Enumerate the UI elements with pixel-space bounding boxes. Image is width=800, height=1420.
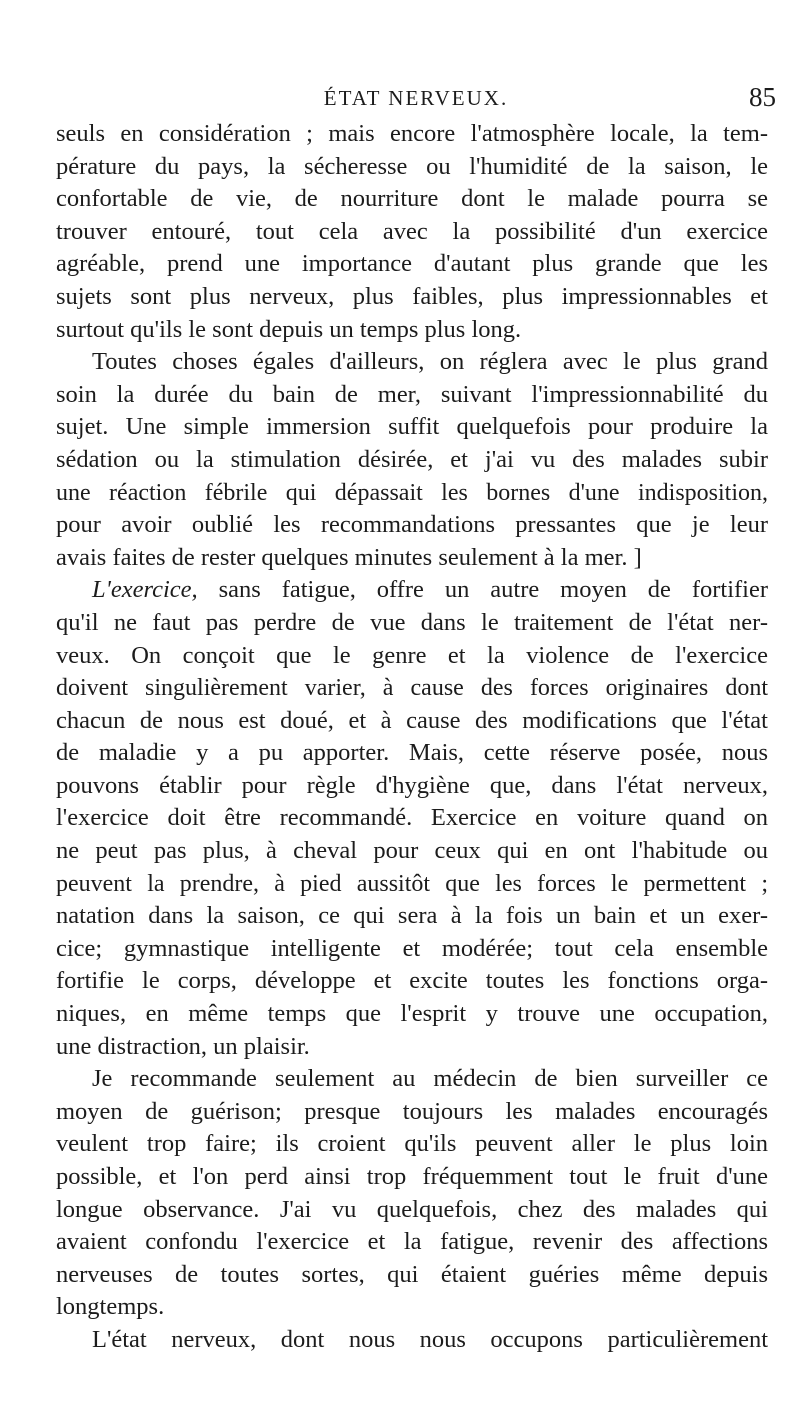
text-line: peuvent la prendre, à pied aussitôt que les forces le permettent ; (56, 870, 768, 897)
paragraph-start: Toutes choses égales d'ailleurs, on réglera avec le plus grand (92, 348, 768, 376)
page-header (56, 82, 776, 112)
text-line: longue observance. J'ai vu quelquefois, chez des malades qui (56, 1195, 768, 1223)
text-line: de maladie y a pu apporter. Mais, cette réserve posée, nous (56, 739, 768, 767)
text-line: niques, en même temps que l'esprit y trouve une occupation, (56, 1000, 768, 1028)
text-line: agréable, prend une importance d'autant plus grande que les (56, 250, 768, 278)
text-line: une distraction, un plaisir. (56, 1032, 310, 1060)
text-line: chacun de nous est doué, et à cause des modifications que l'état (56, 706, 768, 734)
text-line: sujet. Une simple immersion suffit quelquefois pour produire la (56, 413, 768, 441)
text-line: possible, et l'on perd ainsi trop fréquemment tout le fruit d'une (56, 1163, 768, 1190)
text-line: veulent trop faire; ils croient qu'ils peuvent aller le plus loin (56, 1130, 768, 1158)
text-line: pouvons établir pour règle d'hygiène que, dans l'état nerveux, (56, 771, 768, 799)
text-line: qu'il ne faut pas perdre de vue dans le traitement de l'état ner- (56, 608, 768, 636)
text-line: trouver entouré, tout cela avec la possibilité d'un exercice (56, 217, 768, 245)
running-head: ÉTAT NERVEUX. (323, 86, 509, 110)
body-text (56, 118, 768, 1357)
text-line: cice; gymnastique intelligente et modérée; tout cela ensemble (56, 934, 768, 962)
paragraph-start (56, 574, 768, 607)
text-line: natation dans la saison, ce qui sera à la fois un bain et un exer- (56, 902, 768, 930)
text-line: surtout qu'ils le sont depuis un temps plus long. (56, 315, 522, 343)
text-line: fortifie le corps, développe et excite toutes les fonctions orga- (56, 967, 768, 995)
text-line-rest: sans fatigue, offre un autre moyen de fortifier (218, 576, 768, 604)
text-line: pérature du pays, la sécheresse ou l'humidité de la saison, le (56, 152, 768, 180)
text-line: soin la durée du bain de mer, suivant l'impressionnabilité du (56, 380, 768, 408)
page-number: 85 (749, 82, 776, 112)
italic-term: L'exercice, (92, 576, 198, 604)
text-line: longtemps. (56, 1293, 165, 1321)
paragraph-start: Je recommande seulement au médecin de bien surveiller ce (92, 1065, 768, 1093)
text-line: l'exercice doit être recommandé. Exercice en voiture quand on (56, 804, 768, 832)
text-line: pour avoir oublié les recommandations pressantes que je leur (56, 511, 768, 539)
text-line: nerveuses de toutes sortes, qui étaient guéries même depuis (56, 1260, 768, 1288)
text-line: veux. On conçoit que le genre et la violence de l'exercice (56, 641, 768, 669)
text-line: avaient confondu l'exercice et la fatigue, revenir des affections (56, 1228, 768, 1256)
text-line: une réaction fébrile qui dépassait les bornes d'une indisposition, (56, 479, 768, 506)
paragraph-start: L'état nerveux, dont nous nous occupons particulièrement (92, 1325, 768, 1353)
text-line: avais faites de rester quelques minutes seulement à la mer. ] (56, 543, 642, 571)
text-line: seuls en considération ; mais encore l'atmosphère locale, la tem- (56, 120, 768, 147)
text-line: doivent singulièrement varier, à cause des forces originaires dont (56, 675, 768, 702)
text-line: sédation ou la stimulation désirée, et j'ai vu des malades subir (56, 445, 768, 473)
text-line: confortable de vie, de nourriture dont le malade pourra se (56, 185, 768, 213)
text-line: moyen de guérison; presque toujours les malades encouragés (56, 1097, 768, 1125)
text-line: sujets sont plus nerveux, plus faibles, plus impressionnables et (56, 282, 768, 310)
text-line: ne peut pas plus, à cheval pour ceux qui en ont l'habitude ou (56, 837, 768, 865)
